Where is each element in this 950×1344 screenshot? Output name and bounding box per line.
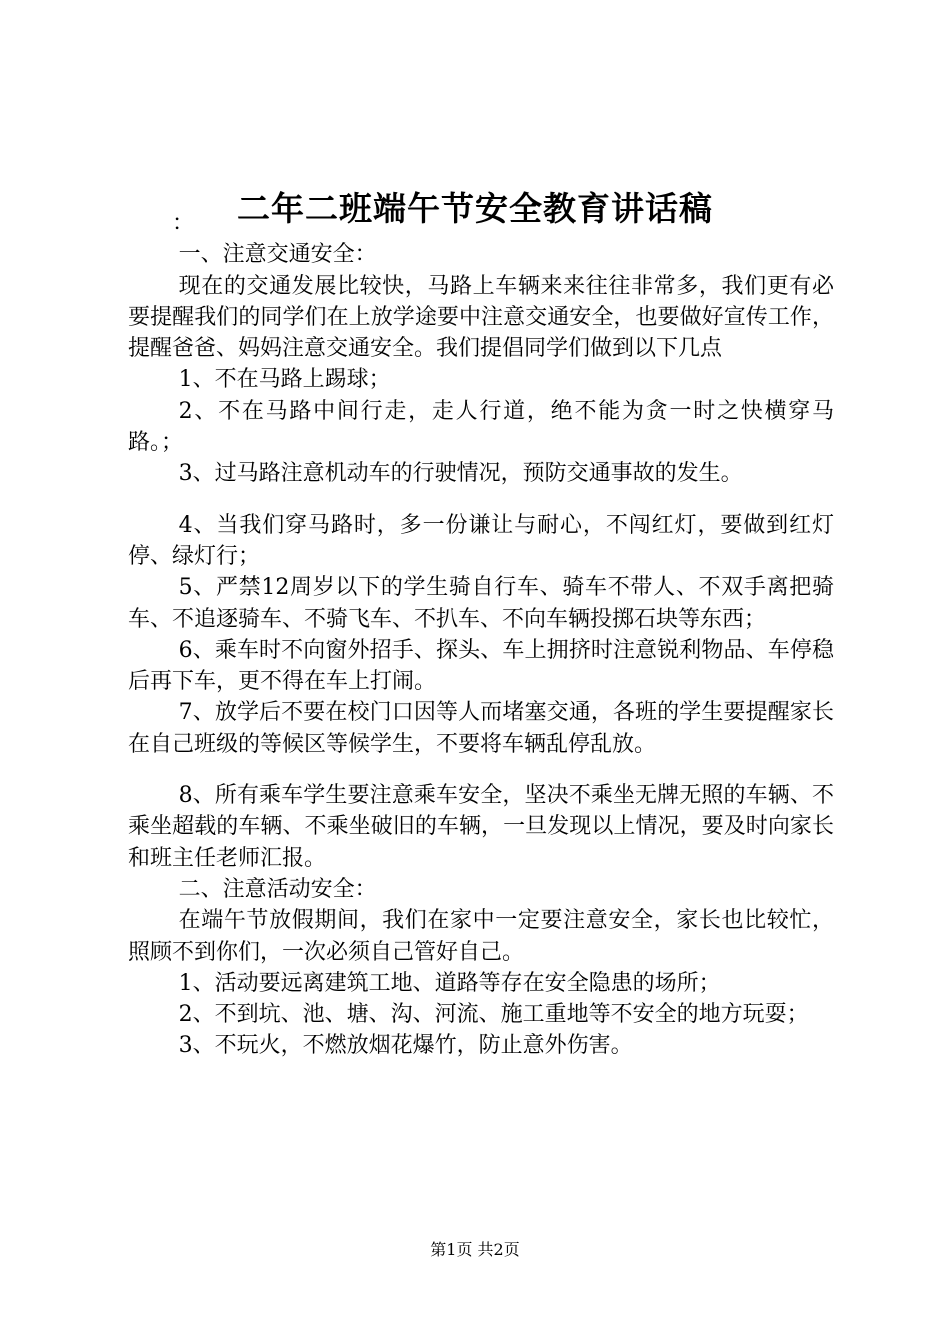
list-item-traffic-8: 8、所有乘车学生要注意乘车安全，坚决不乘坐无牌无照的车辆、不乘坐超载的车辆、不乘坐破旧的车辆，一旦发现以上情况，要及时向家长和班主任老师汇报。 (128, 783, 834, 871)
paragraph-colon: ： (172, 211, 195, 236)
paragraph-traffic-intro: 现在的交通发展比较快，马路上车辆来来往往非常多，我们更有必要提醒我们的同学们在上放学途要中注意交通安全，也要做好宣传工作，提醒爸爸、妈妈注意交通安全。我们提倡同学们做到以下几点 (128, 273, 834, 362)
list-item-activity-3: 3、不玩火，不燃放烟花爆竹，防止意外伤害。 (178, 1033, 633, 1059)
list-item-traffic-7: 7、放学后不要在校门口因等人而堵塞交通，各班的学生要提醒家长在自己班级的等候区等候学生，不要将车辆乱停乱放。 (128, 700, 834, 757)
document-title: 二年二班端午节安全教育讲话稿 (237, 189, 713, 228)
list-item-activity-1: 1、活动要远离建筑工地、道路等存在安全隐患的场所； (178, 970, 721, 996)
list-item-activity-2: 2、不到坑、池、塘、沟、河流、施工重地等不安全的地方玩耍； (178, 1002, 809, 1028)
list-item-traffic-4: 4、当我们穿马路时，多一份谦让与耐心，不闯红灯，要做到红灯停、绿灯行； (128, 512, 834, 569)
section-heading-traffic: 一、注意交通安全： (178, 242, 377, 268)
section-heading-activity: 二、注意活动安全： (178, 876, 377, 902)
list-item-traffic-5: 5、严禁12周岁以下的学生骑自行车、骑车不带人、不双手离把骑车、不追逐骑车、不骑飞车、不扒车、不向车辆投掷石块等东西； (128, 575, 834, 632)
document-body (128, 208, 834, 1062)
list-item-traffic-6: 6、乘车时不向窗外招手、探头、车上拥挤时注意锐利物品、车停稳后再下车，更不得在车上打闹。 (128, 637, 834, 695)
page-number-footer: 第1页 共2页 (430, 1240, 520, 1259)
list-item-traffic-1: 1、不在马路上踢球； (178, 367, 391, 393)
list-item-traffic-2: 2、不在马路中间行走，走人行道，绝不能为贪一时之快横穿马路。； (128, 398, 834, 456)
paragraph-activity-intro: 在端午节放假期间，我们在家中一定要注意安全，家长也比较忙，照顾不到你们，一次必须自己管好自己。 (128, 908, 834, 965)
list-item-traffic-3: 3、过马路注意机动车的行驶情况，预防交通事故的发生。 (178, 461, 743, 487)
